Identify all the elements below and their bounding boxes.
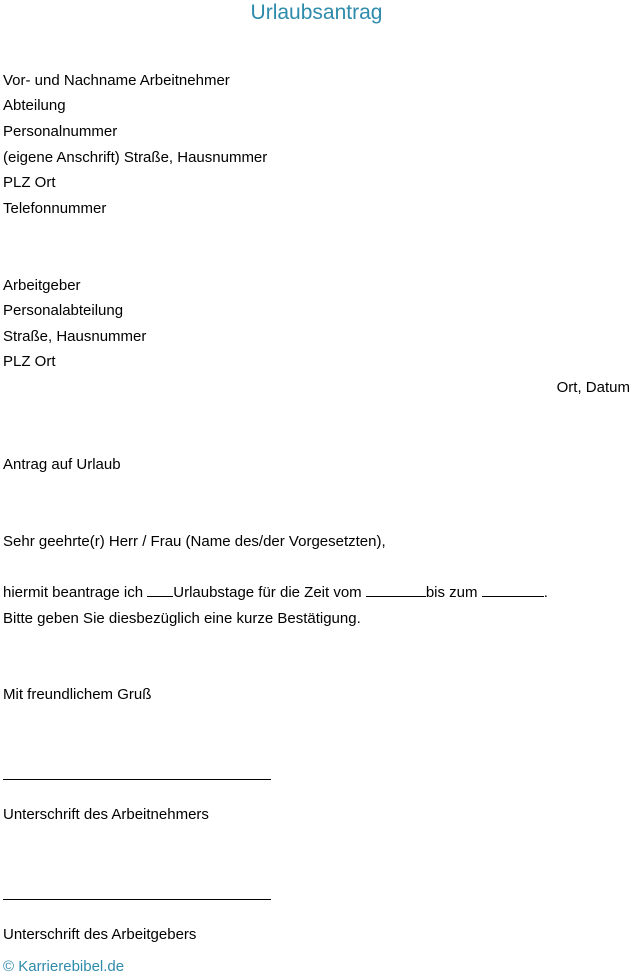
copyright-footer: © Karrierebibel.de <box>3 958 125 975</box>
body-text-2: Urlaubstage für die Zeit vom <box>173 584 366 601</box>
body-text-3: bis zum <box>425 584 482 601</box>
salutation: Sehr geehrte(r) Herr / Frau (Name des/der Vorgesetzten), <box>3 533 386 550</box>
recipient-street: Straße, Hausnummer <box>3 328 147 345</box>
signature-label-employer: Unterschrift des Arbeitgebers <box>3 926 197 943</box>
closing: Mit freundlichem Gruß <box>3 686 152 703</box>
sender-street: (eigene Anschrift) Straße, Hausnummer <box>3 149 268 166</box>
sender-phone: Telefonnummer <box>3 200 107 217</box>
recipient-employer: Arbeitgeber <box>3 277 81 294</box>
days-blank[interactable] <box>147 584 173 597</box>
sender-personnel-number: Personalnummer <box>3 123 118 140</box>
page-title: Urlaubsantrag <box>250 1 383 24</box>
body-line-2: Bitte geben Sie diesbezüglich eine kurze Bestätigung. <box>3 610 361 627</box>
recipient-city: PLZ Ort <box>3 353 56 370</box>
signature-line-employee[interactable] <box>3 779 271 780</box>
sender-department: Abteilung <box>3 97 66 114</box>
subject-line: Antrag auf Urlaub <box>3 456 121 473</box>
body-text-1: hiermit beantrage ich <box>3 584 148 601</box>
body-line-1 <box>3 584 548 602</box>
sender-city: PLZ Ort <box>3 174 56 191</box>
place-date: Ort, Datum <box>556 379 630 396</box>
recipient-hr: Personalabteilung <box>3 302 124 319</box>
body-text-4: . <box>543 584 548 601</box>
start-date-blank[interactable] <box>366 584 426 597</box>
signature-label-employee: Unterschrift des Arbeitnehmers <box>3 806 209 823</box>
signature-line-employer[interactable] <box>3 899 271 900</box>
end-date-blank[interactable] <box>482 584 544 597</box>
sender-name: Vor- und Nachname Arbeitnehmer <box>3 72 230 89</box>
